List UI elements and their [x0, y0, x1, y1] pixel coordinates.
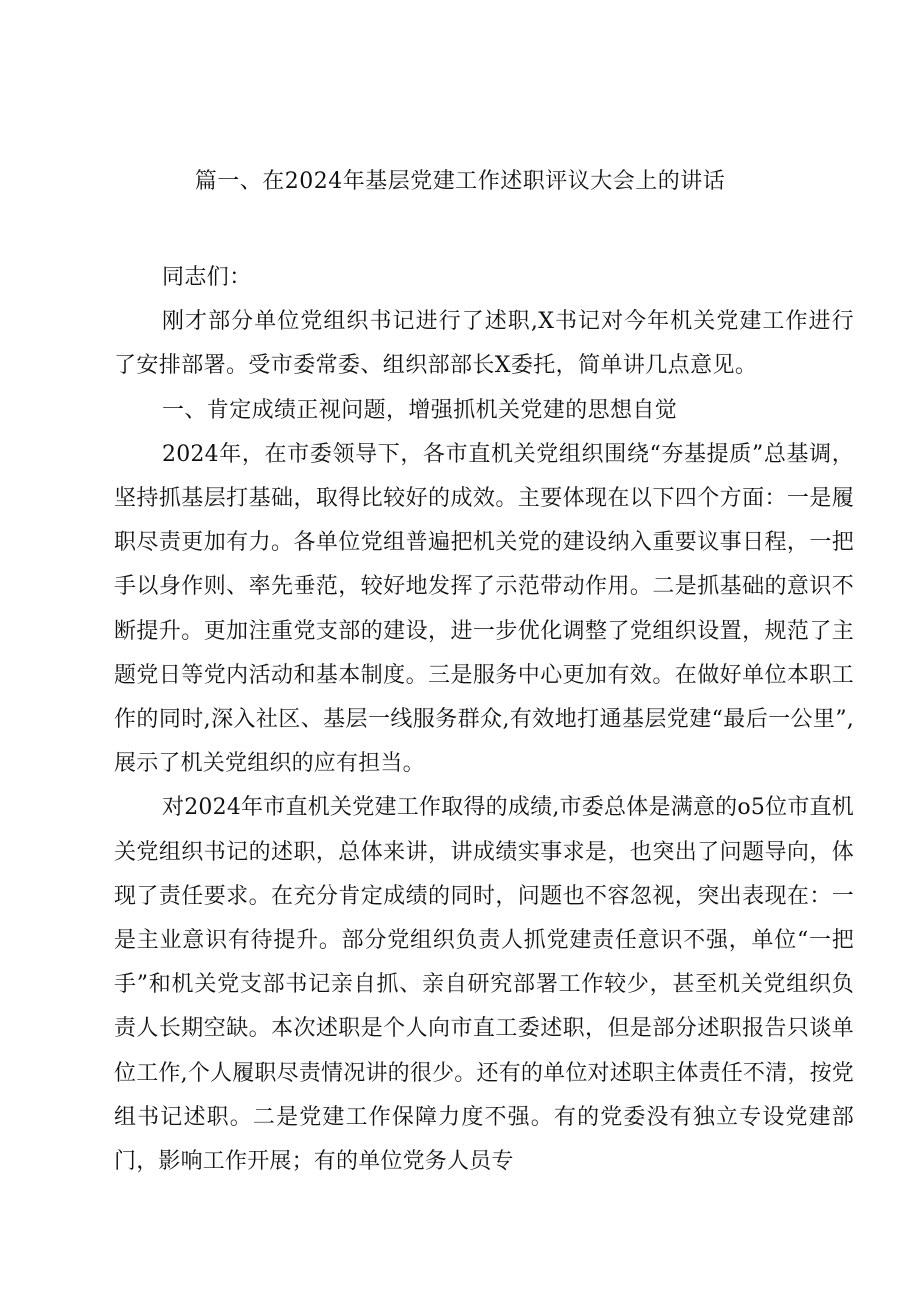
section-heading: 一、肯定成绩正视问题，增强抓机关党建的思想自觉 — [162, 397, 678, 423]
document-title: 篇一、在2024年基层党建工作述职评议大会上的讲话 — [194, 169, 726, 194]
problems-paragraph: 对2024年市直机关党建工作取得的成绩,市委总体是满意的o5位市直机关党组织书记的述职，总体来讲，讲成绩实事求是，也突出了问题导向，体现了责任要求。在充分肯定成绩的同时，问题也不容忽视，突出表现在：一是主业意识有待提升。部分党组织负责人抓党建责任意识不强，单位“一把手”和机关党支部书记亲自抓、亲自研究部署工作较少，甚至机关党组织负责人长期空缺。本次述职是个人向市直工委述职，但是部分述职报告只谈单位工作,个人履职尽责情况讲的很少。还有的单位对述职主体责任不清，按党组书记述职。二是党建工作保障力度不强。有的党委没有独立专设党建部门，影响工作开展；有的单位党务人员专 — [114, 795, 854, 1175]
salutation-paragraph: 同志们： — [162, 265, 252, 290]
achievements-paragraph: 2024年，在市委领导下，各市直机关党组织围绕“夯基提质”总基调，坚持抓基层打基础，取得比较好的成效。主要体现在以下四个方面：一是履职尽责更加有力。各单位党组普遍把机关党的建设纳入重要议事日程，一把手以身作则、率先垂范，较好地发挥了示范带动作用。二是抓基础的意识不断提升。更加注重党支部的建设，进一步优化调整了党组织设置，规范了主题党日等党内活动和基本制度。三是服务中心更加有效。在做好单位本职工作的同时,深入社区、基层一线服务群众,有效地打通基层党建“最后一公里”,展示了机关党组织的应有担当。 — [114, 441, 854, 777]
document-body — [114, 256, 854, 1184]
intro-paragraph: 刚才部分单位党组织书记进行了述职,X书记对今年机关党建工作进行了安排部署。受市委常委、组织部部长X委托，简单讲几点意见。 — [114, 309, 854, 379]
